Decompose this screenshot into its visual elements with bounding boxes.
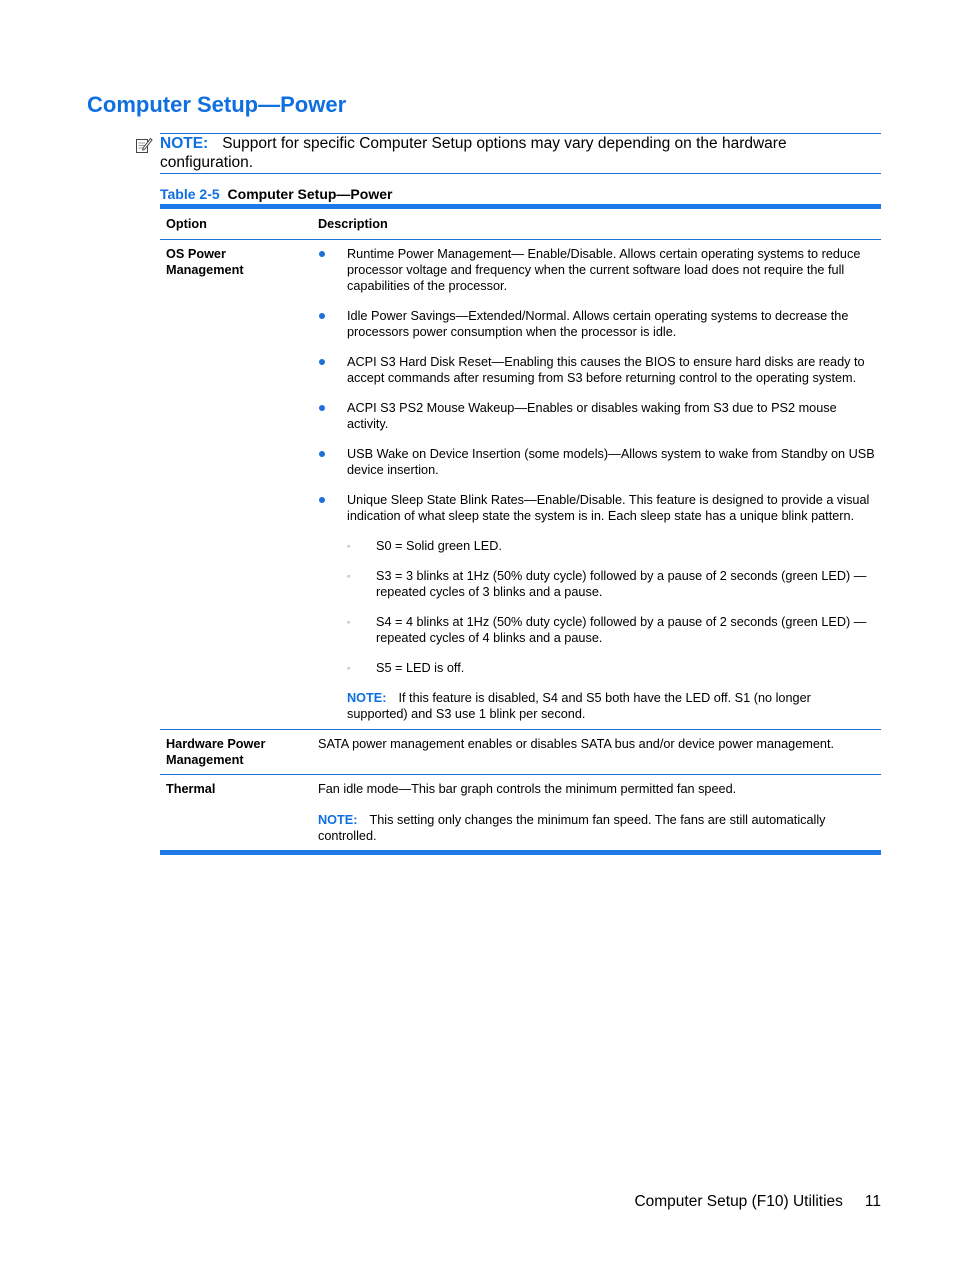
sub-list-item: ◦ S3 = 3 blinks at 1Hz (50% duty cycle) followed by a pause of 2 seconds (green LED) — repeated cycles of 3 blinks and a pause.: [347, 568, 875, 600]
page-title: Computer Setup—Power: [87, 92, 347, 117]
sub-list-item: ◦ S0 = Solid green LED.: [347, 538, 875, 554]
description-cell: SATA power management enables or disables SATA bus and/or device power management.: [312, 730, 881, 775]
option-thermal: Thermal: [160, 775, 312, 853]
list-item: ACPI S3 PS2 Mouse Wakeup—Enables or disables waking from S3 due to PS2 mouse activity.: [318, 400, 875, 432]
power-options-table: [160, 204, 881, 855]
header-description: Description: [312, 207, 881, 240]
blink-note: [347, 690, 875, 722]
note-label: NOTE:: [318, 813, 358, 827]
description-cell: [312, 775, 881, 853]
note-label: NOTE:: [347, 691, 387, 705]
header-option: Option: [160, 207, 312, 240]
list-item: ACPI S3 Hard Disk Reset—Enabling this causes the BIOS to ensure hard disks are ready to accept commands after resuming from S3 before returning control to the operating system.: [318, 354, 875, 386]
note-text: Support for specific Computer Setup options may vary depending on the hardware configuration.: [160, 135, 787, 171]
option-os-power-management: OS Power Management: [160, 240, 312, 730]
thermal-description: Fan idle mode—This bar graph controls the minimum permitted fan speed.: [318, 782, 737, 796]
page-footer: [634, 1193, 881, 1211]
table-row: [160, 775, 881, 853]
note-text: This setting only changes the minimum fan speed. The fans are still automatically controlled.: [318, 813, 826, 843]
footer-section: Computer Setup (F10) Utilities: [634, 1193, 843, 1210]
note-label: NOTE:: [160, 135, 209, 152]
table-caption-number: Table 2-5: [160, 186, 220, 202]
note-callout: [160, 133, 881, 174]
thermal-note: [318, 812, 875, 844]
table-header-row: [160, 207, 881, 240]
note-text: If this feature is disabled, S4 and S5 both have the LED off. S1 (no longer supported) and S3 use 1 blink per second.: [347, 691, 811, 721]
sub-bullet-list: [347, 538, 875, 676]
sub-list-item: ◦ S4 = 4 blinks at 1Hz (50% duty cycle) followed by a pause of 2 seconds (green LED) — repeated cycles of 4 blinks and a pause.: [347, 614, 875, 646]
page-number: 11: [864, 1193, 881, 1210]
list-item: USB Wake on Device Insertion (some models)—Allows system to wake from Standby on USB device insertion.: [318, 446, 875, 478]
list-item: Idle Power Savings—Extended/Normal. Allows certain operating systems to decrease the processors power consumption when the processor is idle.: [318, 308, 875, 340]
table-row: [160, 240, 881, 730]
list-item: Unique Sleep State Blink Rates—Enable/Disable. This feature is designed to provide a visual indication of what sleep state the system is in. Each sleep state has a unique blink pattern.: [318, 492, 875, 524]
sub-list-item: ◦ S5 = LED is off.: [347, 660, 875, 676]
description-cell: [312, 240, 881, 730]
table-caption-title: Computer Setup—Power: [227, 186, 393, 202]
option-hardware-power-management: Hardware Power Management: [160, 730, 312, 775]
table-row: [160, 730, 881, 775]
note-pencil-icon: [135, 136, 153, 154]
bullet-list: [318, 246, 875, 524]
table-caption: [160, 186, 392, 202]
list-item: Runtime Power Management— Enable/Disable. Allows certain operating systems to reduce processor voltage and frequency when the current software load does not require the full capabilities of the processor.: [318, 246, 875, 294]
